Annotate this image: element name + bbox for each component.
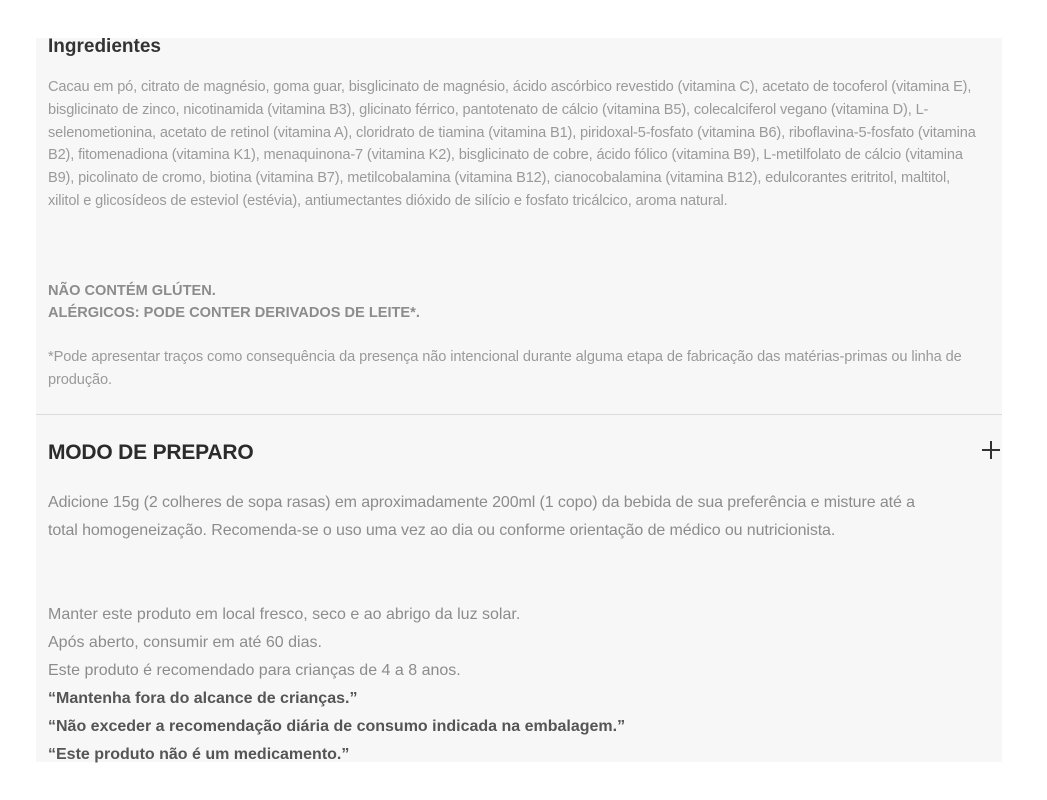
preparation-instructions: Adicione 15g (2 colheres de sopa rasas) em aproximadamente 200ml (1 copo) da bebida de sua preferência e misture até a total homogeneização. Recomenda-se o uso uma vez ao dia ou conforme orientação de médico ou nutricionista. <box>48 494 915 539</box>
section-divider <box>36 414 1002 415</box>
ingredients-list: Cacau em pó, citrato de magnésio, goma guar, bisglicinato de magnésio, ácido ascórbico revestido (vitamina C), acetato de tocoferol (vitamina E), bisglicinato de zinco, nicotinamida (vitamina B3), glicinato férrico, pantotenato de cálcio (vitamina B5), colecalciferol vegano (vitamina D), L-selenometionina, acetato de retinol (vitamina A), cloridrato de tiamina (vitamina B1), piridoxal-5-fosfato (vitamina B6), riboflavina-5-fosfato (vitamina B2), fitomenadiona (vitamina K1), menaquinona-7 (vitamina K2), bisglicinato de cobre, ácido fólico (vitamina B9), L-metilfolato de cálcio (vitamina B9), picolinato de cromo, biotina (vitamina B7), metilcobalamina (vitamina B12), cianocobalamina (vitamina B12), edulcorantes eritritol, maltitol, xilitol e glicosídeos de esteviol (estévia), antiumectantes dióxido de silício e fosfato tricálcico, aroma natural. <box>48 79 976 209</box>
storage-line: Após aberto, consumir em até 60 dias. <box>48 634 322 651</box>
plus-icon <box>978 437 1004 463</box>
warning-line: “Não exceder a recomendação diária de consumo indicada na embalagem.” <box>48 718 626 735</box>
warning-line: “Mantenha fora do alcance de crianças.” <box>48 690 358 707</box>
preparation-title: MODO DE PREPARO <box>48 441 254 464</box>
allergen-footnote: *Pode apresentar traços como consequência da presença não intencional durante alguma etapa de fabricação das matérias-primas ou linha de produção. <box>48 349 962 388</box>
storage-line: Manter este produto em local fresco, seco e ao abrigo da luz solar. <box>48 606 521 623</box>
warning-line: “Este produto não é um medicamento.” <box>48 746 350 763</box>
ingredients-section <box>48 36 988 388</box>
expand-toggle-button[interactable] <box>978 437 1004 463</box>
gluten-notice: NÃO CONTÉM GLÚTEN. <box>48 283 216 299</box>
preparation-header[interactable] <box>48 439 1002 469</box>
storage-line: Este produto é recomendado para crianças de 4 a 8 anos. <box>48 662 461 679</box>
ingredients-title: Ingredientes <box>48 36 161 57</box>
product-info-panel <box>36 38 1002 762</box>
allergen-notice: ALÉRGICOS: PODE CONTER DERIVADOS DE LEITE*. <box>48 305 420 321</box>
allergen-info <box>48 280 978 324</box>
storage-and-warnings <box>48 601 948 769</box>
